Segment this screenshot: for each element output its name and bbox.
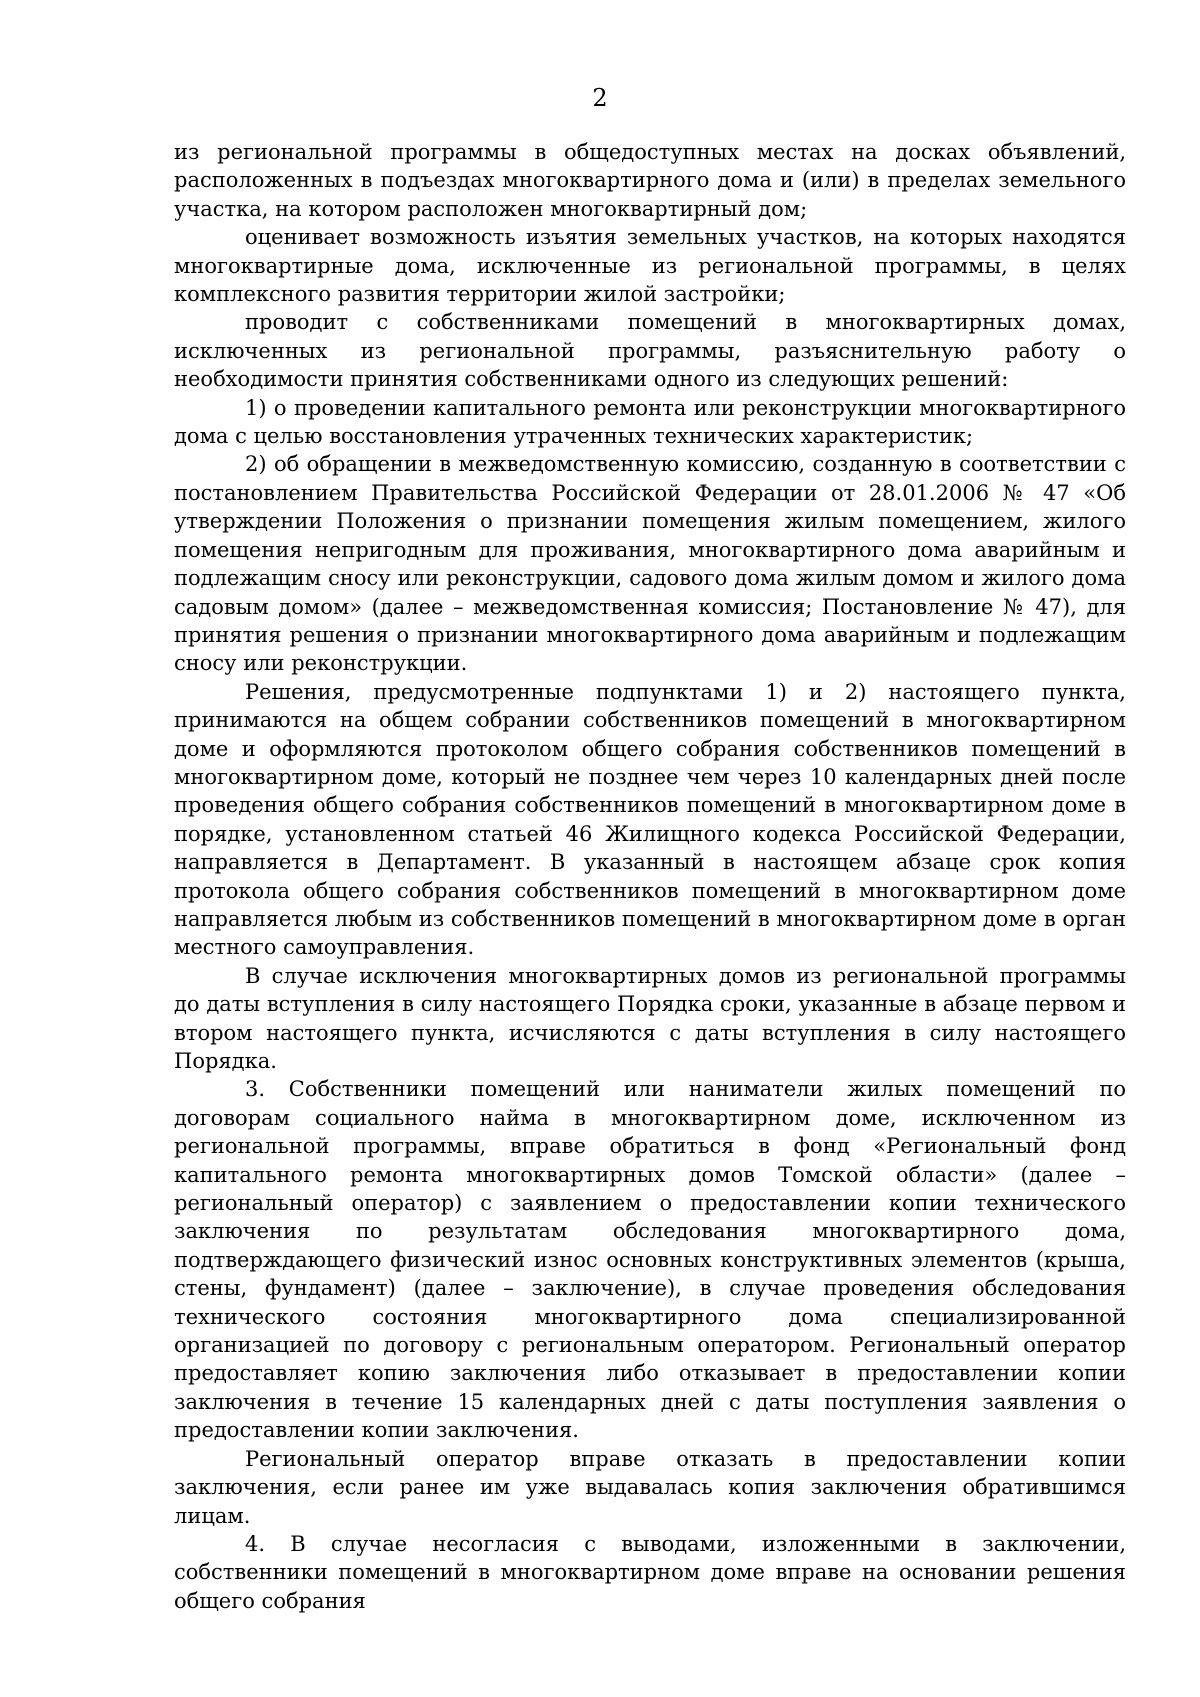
document-body (174, 138, 1126, 1615)
paragraph-section-4: 4. В случае несогласия с выводами, изложенными в заключении, собственники помещений в многоквартирном доме вправе на основании решения общего собрания (174, 1531, 1126, 1613)
paragraph-exclusion-deadlines: В случае исключения многоквартирных домов из региональной программы до даты вступления в силу настоящего Порядка сроки, указанные в абзаце первом и втором настоящего пункта, исчисляются с даты вступления в силу настоящего Порядка. (174, 963, 1126, 1073)
paragraph-continuation: из региональной программы в общедоступных местах на досках объявлений, расположенных в подъездах многоквартирного дома и (или) в пределах земельного участка, на котором расположен многоквартирный дом; (174, 140, 1126, 221)
paragraph-operator-refusal: Региональный оператор вправе отказать в предоставлении копии заключения, если ранее им уже выдавалась копия заключения обратившимся лицам. (174, 1446, 1126, 1528)
page-number: 2 (592, 84, 608, 112)
paragraph-decisions: Решения, предусмотренные подпунктами 1) и 2) настоящего пункта, принимаются на общем собрании собственников помещений в многоквартирном доме и оформляются протоколом общего собрания собственников помещений в многоквартирном доме, который не позднее чем через 10 календарных дней после проведения общего собрания собственников помещений в многоквартирном доме в порядке, установленном статьей 46 Жилищного кодекса Российской Федерации, направляется в Департамент. В указанный в настоящем абзаце срок копия протокола общего собрания собственников помещений в многоквартирном доме направляется любым из собственников помещений в многоквартирном доме в орган местного самоуправления. (174, 679, 1126, 960)
paragraph-option-1: 1) о проведении капитального ремонта или реконструкции многоквартирного дома с целью восстановления утраченных технических характеристик; (174, 395, 1126, 449)
paragraph-explanatory-work: проводит с собственниками помещений в многоквартирных домах, исключенных из региональной программы, разъяснительную работу о необходимости принятия собственниками одного из следующих решений: (174, 310, 1126, 392)
paragraph-section-3: 3. Собственники помещений или наниматели жилых помещений по договорам социального найма в многоквартирном доме, исключенном из региональной программы, вправе обратиться в фонд «Региональный фонд капитального ремонта многоквартирных домов Томской области» (далее – региональный оператор) с заявлением о предоставлении копии технического заключения по результатам обследования многоквартирного дома, подтверждающего физический износ основных конструктивных элементов (крыша, стены, фундамент) (далее – заключение), в случае проведения обследования технического состояния многоквартирного дома специализированной организацией по договору с региональным оператором. Региональный оператор предоставляет копию заключения либо отказывает в предоставлении копии заключения в течение 15 календарных дней с даты поступления заявления о предоставлении копии заключения. (174, 1077, 1126, 1443)
paragraph-option-2: 2) об обращении в межведомственную комиссию, созданную в соответствии с постановлением Правительства Российской Федерации от 28.01.2006 № 47 «Об утверждении Положения о признании помещения жилым помещением, жилого помещения непригодным для проживания, многоквартирного дома аварийным и подлежащим сносу или реконструкции, садового дома жилым домом и жилого дома садовым домом» (далее – межведомственная комиссия; Постановление № 47), для принятия решения о признании многоквартирного дома аварийным и подлежащим сносу или реконструкции. (174, 452, 1126, 676)
paragraph-evaluates-land-seizure: оценивает возможность изъятия земельных участков, на которых находятся многоквартирные дома, исключенные из региональной программы, в целях комплексного развития территории жилой застройки; (174, 225, 1126, 307)
